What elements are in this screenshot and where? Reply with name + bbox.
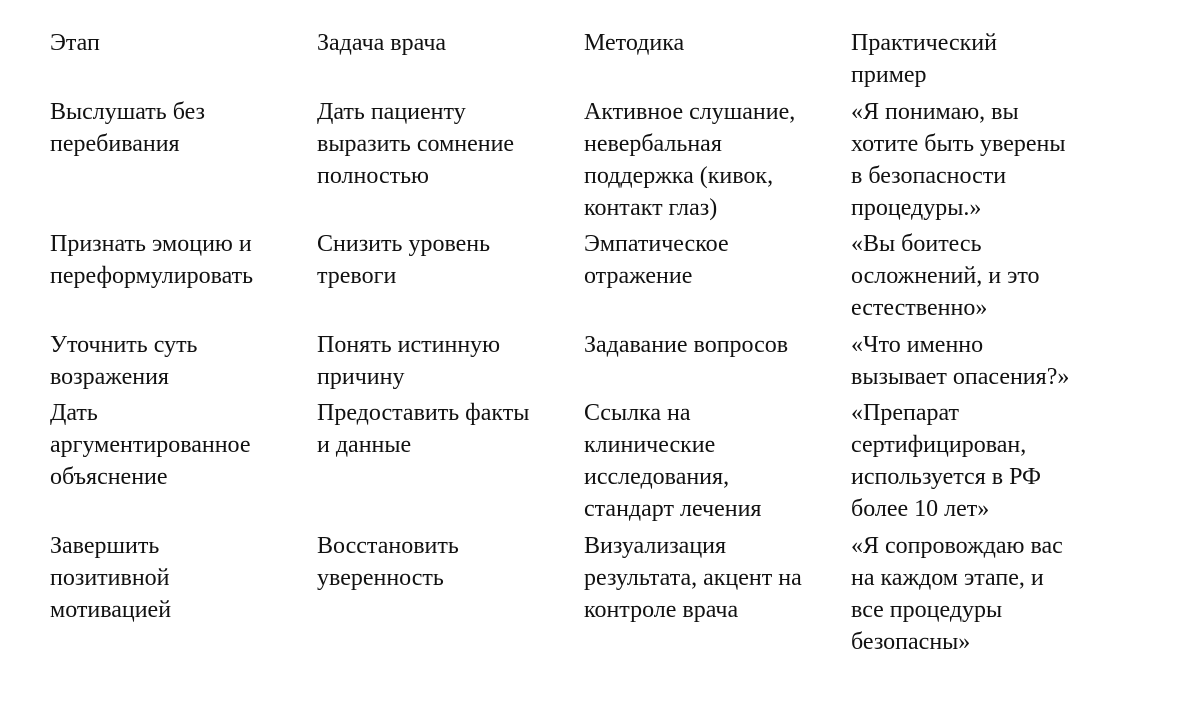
table-cell: «Вы боитесь осложнений, и это естественно» <box>851 231 1040 321</box>
table-cell: Выслушать без перебивания <box>50 98 206 157</box>
header-stage: Этап <box>50 30 100 56</box>
table-cell: Предоставить факты и данные <box>317 400 530 458</box>
header-doctor-task: Задача врача <box>317 30 447 56</box>
table-cell: Дать пациенту выразить сомнение полностью <box>317 98 515 189</box>
table-cell: Дать аргументированное объяснение <box>50 400 251 490</box>
table-cell: Эмпатическое отражение <box>584 231 729 289</box>
objection-handling-table <box>50 25 1151 660</box>
table-cell: «Что именно вызывает опасения?» <box>851 331 1070 390</box>
table-cell: «Препарат сертифицирован, используется в РФ более 10 лет» <box>851 400 1041 522</box>
table-cell: Активное слушание, невербальная поддержка (кивок, контакт глаз) <box>584 98 796 221</box>
table-cell: Признать эмоцию и переформулировать <box>50 231 254 289</box>
table-cell: Ссылка на клинические исследования, стандарт лечения <box>584 400 762 522</box>
table-cell: Восстановить уверенность <box>317 532 459 591</box>
table-cell: Снизить уровень тревоги <box>317 231 491 289</box>
table-cell: Уточнить суть возражения <box>50 331 198 390</box>
table-cell: «Я сопровождаю вас на каждом этапе, и все процедуры безопасны» <box>851 532 1063 655</box>
table-cell: Понять истинную причину <box>317 331 501 390</box>
table-cell: «Я понимаю, вы хотите быть уверены в безопасности процедуры.» <box>851 98 1066 221</box>
table-cell: Завершить позитивной мотивацией <box>50 532 172 623</box>
table-cell: Задавание вопросов <box>584 331 789 358</box>
table-cell: Визуализация результата, акцент на контроле врача <box>584 532 802 623</box>
header-method: Методика <box>584 30 685 56</box>
header-example: Практический пример <box>851 30 997 88</box>
